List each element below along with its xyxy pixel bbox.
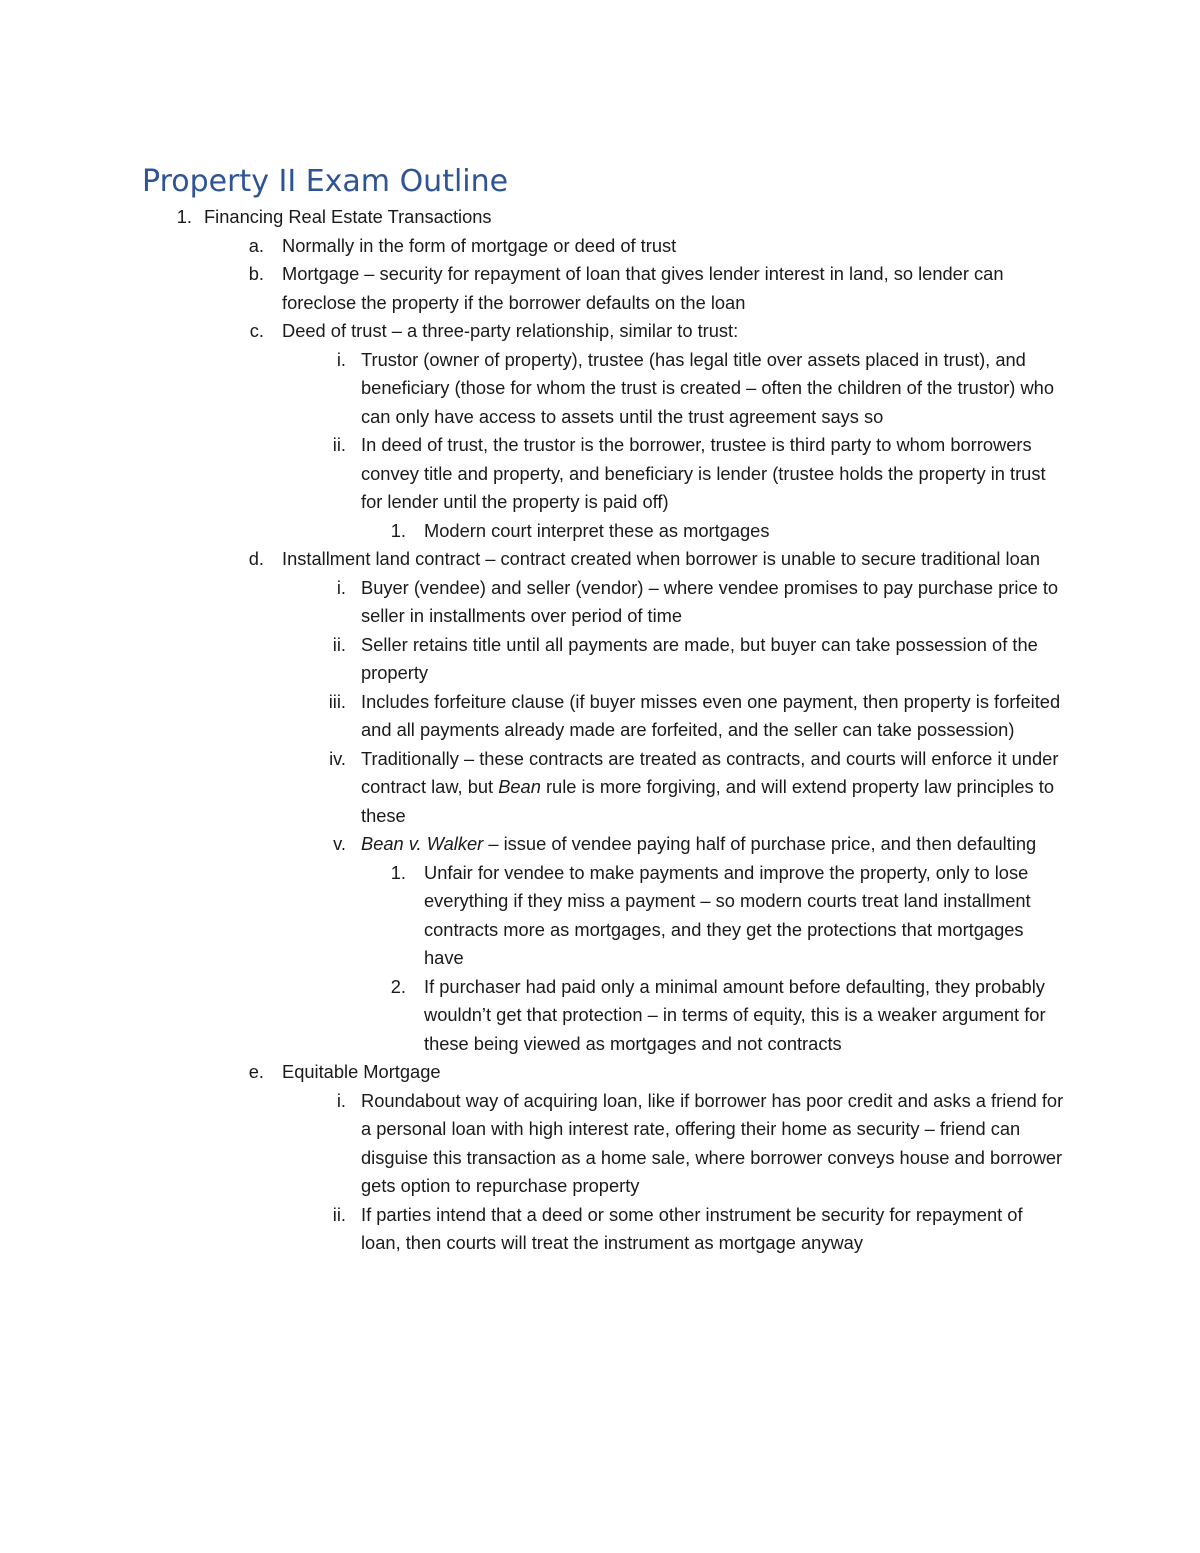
outline-item-d-iii <box>0 688 1200 745</box>
list-marker: i. <box>336 1089 346 1111</box>
outline-item-text: Equitable Mortgage <box>282 1061 441 1082</box>
list-marker: d. <box>248 548 264 569</box>
outline-item-b <box>0 260 1200 317</box>
outline-item-text <box>361 830 1064 859</box>
list-marker: iii. <box>328 690 346 712</box>
outline-item-text: Installment land contract – contract created when borrower is unable to secure traditional loan <box>282 548 1041 569</box>
outline-item-text: In deed of trust, the trustor is the borrower, trustee is third party to whom borrowers convey title and property, and beneficiary is lender (trustee holds the property in trust for lender until the property is paid off) <box>361 434 1046 512</box>
list-marker: a. <box>248 234 264 256</box>
outline-item-e-ii <box>0 1201 1200 1258</box>
outline-item-1 <box>0 203 1200 232</box>
case-name-italic: Bean <box>498 776 541 797</box>
outline-item-text: Roundabout way of acquiring loan, like if borrower has poor credit and asks a friend for a personal loan with high interest rate, offering their home as security – friend can disguise this transaction as a home sale, where borrower conveys house and borrower gets option to repurchase property <box>361 1089 1064 1196</box>
outline-item-d-i <box>0 574 1200 631</box>
outline-item-text: Buyer (vendee) and seller (vendor) – where vendee promises to pay purchase price to seller in installments over period of time <box>361 576 1059 626</box>
outline-item-d-v-1 <box>0 859 1200 973</box>
list-marker: i. <box>336 576 346 598</box>
list-marker: c. <box>249 320 264 341</box>
list-marker: e. <box>248 1061 264 1082</box>
document-title: Property II Exam Outline <box>142 164 509 199</box>
list-marker: ii. <box>332 434 346 455</box>
outline-item-text: Normally in the form of mortgage or deed of trust <box>282 234 677 256</box>
outline-item-d-v-2 <box>0 973 1200 1059</box>
outline-item-e <box>0 1058 1200 1087</box>
outline-item-text: Unfair for vendee to make payments and improve the property, only to lose everything if they miss a payment – so modern courts treat land installment contracts more as mortgages, and they get the protections that mortgages have <box>424 861 1031 968</box>
list-marker: 2. <box>390 975 406 997</box>
outline-item-d-ii <box>0 631 1200 688</box>
list-marker: 1. <box>390 861 406 883</box>
outline-item-d <box>0 545 1200 574</box>
outline-item-text: If parties intend that a deed or some other instrument be security for repayment of loan, then courts will treat the instrument as mortgage anyway <box>361 1203 1023 1253</box>
text-segment: rule is more forgiving, and will extend property law principles to these <box>361 776 1055 826</box>
list-marker: ii. <box>332 1203 346 1225</box>
outline-item-e-i <box>0 1087 1200 1201</box>
outline-item-d-iv <box>0 745 1200 831</box>
case-name-italic: Bean v. Walker <box>361 833 484 854</box>
outline-item-text <box>361 745 1064 831</box>
outline-item-text: If purchaser had paid only a minimal amount before defaulting, they probably wouldn’t get that protection – in terms of equity, this is a weaker argument for these being viewed as mortgages and not contracts <box>424 975 1046 1054</box>
outline-item-c <box>0 317 1200 346</box>
outline-item-text: Modern court interpret these as mortgages <box>424 519 770 541</box>
list-marker: b. <box>248 263 264 284</box>
text-segment: Traditionally – these contracts are treated as contracts, and courts will enforce it under contract law, but <box>361 747 1059 797</box>
outline-item-text: Mortgage – security for repayment of loan that gives lender interest in land, so lender can foreclose the property if the borrower defaults on the loan <box>282 263 1004 313</box>
outline-item-c-ii <box>0 431 1200 517</box>
list-marker: i. <box>336 348 346 370</box>
text-segment: – issue of vendee paying half of purchase price, and then defaulting <box>483 833 1037 854</box>
outline-item-text: Trustor (owner of property), trustee (has legal title over assets placed in trust), and beneficiary (those for whom the trust is created – often the children of the trustor) who can only have access to assets until the trust agreement says so <box>361 348 1055 427</box>
outline-item-text: Financing Real Estate Transactions <box>204 206 492 227</box>
outline-item-c-ii-1 <box>0 517 1200 546</box>
outline-item-text: Seller retains title until all payments are made, but buyer can take possession of the property <box>361 633 1038 683</box>
list-marker: iv. <box>329 747 346 769</box>
list-marker: 1. <box>176 206 192 227</box>
list-marker: v. <box>333 833 346 854</box>
outline-item-c-i <box>0 346 1200 432</box>
outline-item-a <box>0 232 1200 261</box>
outline-item-d-v <box>0 830 1200 859</box>
outline-item-text: Includes forfeiture clause (if buyer misses even one payment, then property is forfeited and all payments already made are forfeited, and the seller can take possession) <box>361 690 1061 740</box>
list-marker: ii. <box>332 633 346 655</box>
list-marker: 1. <box>390 519 406 541</box>
outline-item-text: Deed of trust – a three-party relationship, similar to trust: <box>282 320 739 341</box>
outline <box>0 203 1200 1258</box>
